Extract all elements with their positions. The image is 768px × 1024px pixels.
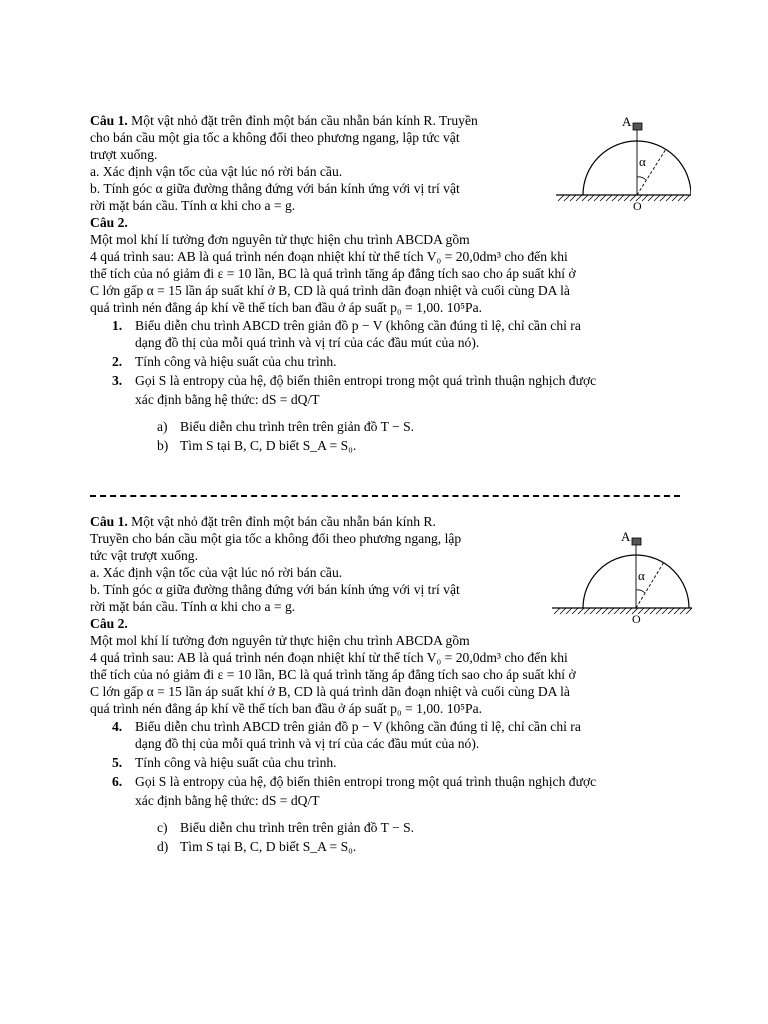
label-alpha: α <box>638 568 645 583</box>
list-item <box>112 754 122 771</box>
sub-item-text: Biểu diễn chu trình trên trên giản đồ T − S. <box>180 419 415 434</box>
sub-number: b) <box>157 438 169 453</box>
list-item-text: Gọi S là entropy của hệ, độ biến thiên entropi trong một quá trình thuận nghịch được <box>135 373 597 388</box>
list-number: 3. <box>112 373 123 388</box>
sub-item-text: Biểu diễn chu trình trên trên giản đồ T − S. <box>180 820 415 835</box>
list-item <box>112 773 122 790</box>
list-item-text: Tính công và hiệu suất của chu trình. <box>135 755 337 770</box>
q1-line-2: trượt xuống. <box>90 147 158 162</box>
q1-line-5: rời mặt bán cầu. Tính α khi cho a = g. <box>90 599 296 614</box>
q2-line-4: quá trình nén đẳng áp khí về thể tích ban đầu ở áp suất p₀ = 1,00. 10⁵Pa. <box>90 701 483 716</box>
q1-line-4: b. Tính góc α giữa đường thẳng đứng với bán kính ứng với vị trí vật <box>90 181 460 196</box>
q2-line-2: thể tích của nó giảm đi ε = 10 lần, BC là quá trình tăng áp đẳng tích sao cho áp suất khí ở <box>90 667 576 682</box>
sub-item-text: Tìm S tại B, C, D biết S_A = S₀. <box>180 839 357 854</box>
q2-line-1: 4 quá trình sau: AB là quá trình nén đoạn nhiệt khí từ thể tích V₀ = 20,0dm³ cho đến khi <box>90 249 568 264</box>
list-number: 6. <box>112 774 123 789</box>
list-number: 1. <box>112 318 123 333</box>
q2-line-0: Một mol khí lí tưởng đơn nguyên tử thực hiện chu trình ABCDA gồm <box>90 232 470 247</box>
hemisphere-diagram-icon <box>552 530 692 630</box>
list-item-text: dạng đồ thị của mỗi quá trình và vị trí của các đầu mút của nó). <box>135 335 480 350</box>
section-divider <box>90 495 680 497</box>
q2-line-3: C lớn gấp α = 15 lần áp suất khí ở B, CD là quá trình dãn đoạn nhiệt và cuối cùng DA là <box>90 684 570 699</box>
label-A: A <box>622 114 632 129</box>
sub-number: a) <box>157 419 168 434</box>
sub-number: c) <box>157 820 168 835</box>
q2-heading: Câu 2. <box>90 215 128 230</box>
list-item-text: Biểu diễn chu trình ABCD trên giản đồ p − V (không cần đúng tỉ lệ, chỉ cần chỉ ra <box>135 719 581 734</box>
q1-heading: Câu 1. <box>90 113 128 128</box>
label-O: O <box>632 612 641 626</box>
q1-line-0 <box>90 513 436 530</box>
list-item-text: dạng đồ thị của mỗi quá trình và vị trí của các đầu mút của nó). <box>135 736 480 751</box>
list-item <box>112 372 122 389</box>
sub-number: d) <box>157 839 169 854</box>
q1-text-0: Một vật nhỏ đặt trên đỉnh một bán cầu nhẵn bán kính R. Truyền <box>127 113 478 128</box>
q2-line-1: 4 quá trình sau: AB là quá trình nén đoạn nhiệt khí từ thể tích V₀ = 20,0dm³ cho đến khi <box>90 650 568 665</box>
q1-line-1: Truyền cho bán cầu một gia tốc a không đổi theo phương ngang, lập <box>90 531 462 546</box>
q1-line-2: tức vật trượt xuống. <box>90 548 198 563</box>
list-item-text: Tính công và hiệu suất của chu trình. <box>135 354 337 369</box>
q1-line-3: a. Xác định vận tốc của vật lúc nó rời bán cầu. <box>90 565 343 580</box>
list-number: 4. <box>112 719 123 734</box>
label-O: O <box>633 199 642 213</box>
q1-line-4: b. Tính góc α giữa đường thẳng đứng với bán kính ứng với vị trí vật <box>90 582 460 597</box>
list-item-text: Gọi S là entropy của hệ, độ biến thiên entropi trong một quá trình thuận nghịch được <box>135 774 597 789</box>
hemisphere-diagram-icon <box>556 114 691 214</box>
q2-heading: Câu 2. <box>90 616 128 631</box>
q1-line-0 <box>90 112 478 129</box>
q1-line-3: a. Xác định vận tốc của vật lúc nó rời bán cầu. <box>90 164 343 179</box>
list-item-text: xác định bằng hệ thức: dS = dQ/T <box>135 392 320 407</box>
list-item <box>112 317 122 334</box>
list-item <box>112 353 122 370</box>
q2-line-2: thể tích của nó giảm đi ε = 10 lần, BC là quá trình tăng áp đẳng tích sao cho áp suất khí ở <box>90 266 576 281</box>
q1-text-0: Một vật nhỏ đặt trên đỉnh một bán cầu nhẵn bán kính R. <box>127 514 436 529</box>
list-number: 5. <box>112 755 123 770</box>
sub-item-text: Tìm S tại B, C, D biết S_A = S₀. <box>180 438 357 453</box>
q1-line-5: rời mặt bán cầu. Tính α khi cho a = g. <box>90 198 296 213</box>
q2-line-3: C lớn gấp α = 15 lần áp suất khí ở B, CD là quá trình dãn đoạn nhiệt và cuối cùng DA là <box>90 283 570 298</box>
q1-heading: Câu 1. <box>90 514 128 529</box>
q1-line-1: cho bán cầu một gia tốc a không đổi theo phương ngang, lập tức vật <box>90 130 460 145</box>
list-item <box>112 718 122 735</box>
list-item-text: xác định bằng hệ thức: dS = dQ/T <box>135 793 320 808</box>
label-alpha: α <box>639 154 646 169</box>
q2-line-4: quá trình nén đẳng áp khí về thể tích ban đầu ở áp suất p₀ = 1,00. 10⁵Pa. <box>90 300 483 315</box>
list-item-text: Biểu diễn chu trình ABCD trên giản đồ p − V (không cần đúng tỉ lệ, chỉ cần chỉ ra <box>135 318 581 333</box>
label-A: A <box>621 530 631 544</box>
q2-line-0: Một mol khí lí tưởng đơn nguyên tử thực hiện chu trình ABCDA gồm <box>90 633 470 648</box>
list-number: 2. <box>112 354 123 369</box>
